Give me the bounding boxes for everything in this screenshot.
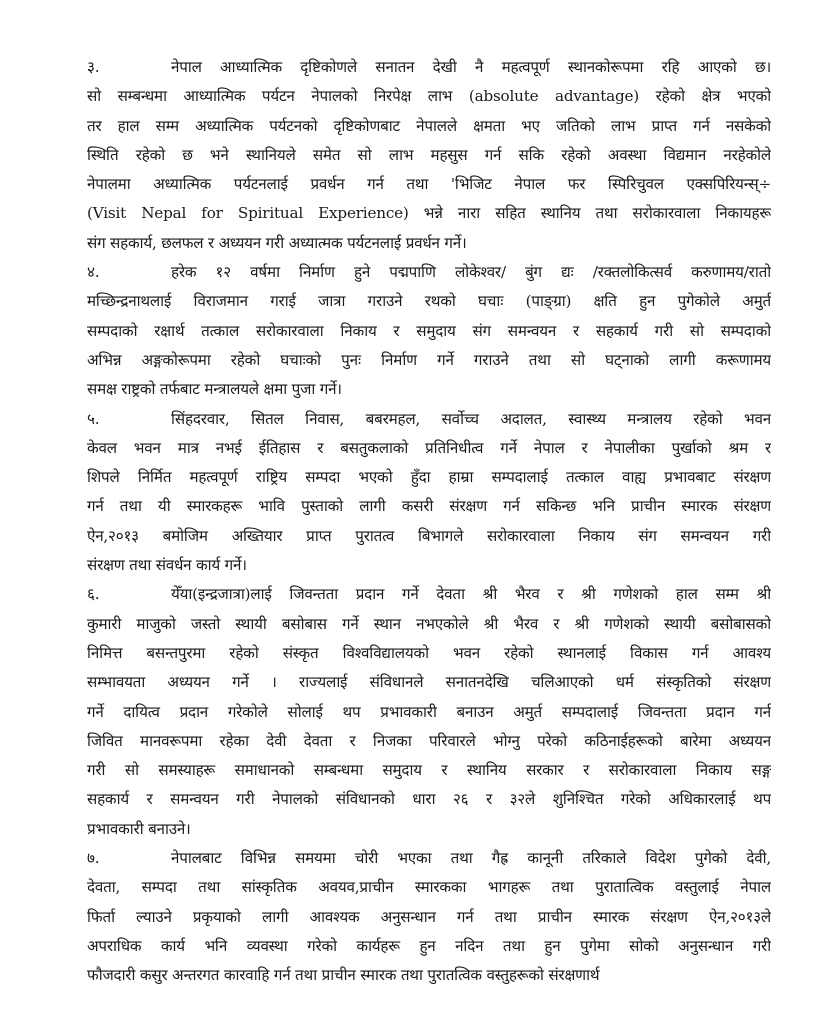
line-text: निमित्त बसन्तपुरमा रहेको संस्कृत विश्वविद्यालयको भवन रहेको स्थानलाई विकास गर्न आवश्य <box>87 643 771 662</box>
line-text: सिंहदरवार, सितल निवास, बबरमहल, सर्वोच्च अदालत, स्वास्थ्य मन्त्रालय रहेको भवन <box>171 409 771 428</box>
line-text: फिर्ता ल्याउने प्रकृयाको लागी आवश्यक अनुसन्धान गर्न तथा प्राचीन स्मारक संरक्षण ऐन,२०१३ले <box>87 907 771 926</box>
text-line <box>87 903 771 932</box>
line-text: संग सहकार्य, छलफल र अध्ययन गरी अध्यात्मक पर्यटनलाई प्रवर्धन गर्ने। <box>87 233 467 252</box>
text-line <box>87 463 771 492</box>
line-text: ऐन,२०१३ बमोजिम अख्तियार प्राप्त पुरातत्व बिभागले सरोकारवाला निकाय संग समन्वयन गरी <box>87 526 771 545</box>
line-text: संरक्षण तथा संवर्धन कार्य गर्ने। <box>87 556 247 575</box>
paragraph <box>87 258 771 404</box>
text-line <box>87 199 771 228</box>
text-line <box>87 434 771 463</box>
line-text: गरी सो समस्याहरू समाधानको सम्बन्धमा समुदाय र स्थानिय सरकार र सरोकारवाला निकाय सङ्ग <box>87 761 771 780</box>
text-line <box>87 346 771 375</box>
text-line <box>87 375 771 404</box>
text-line <box>87 580 771 609</box>
text-line <box>87 170 771 199</box>
paragraph-number: ६. <box>87 585 100 604</box>
line-text: केवल भवन मात्र नभई ईतिहास र बसतुकलाको प्रतिनिधीत्व गर्ने नेपाल र नेपालीका पुर्खाको श्रम र <box>87 438 771 457</box>
paragraph-number: ४. <box>87 263 100 282</box>
line-text: स्थिति रहेको छ भने स्थानियले समेत सो लाभ महसुस गर्न सकि रहेको अवस्था विद्यमान नरहेकोले <box>87 145 771 164</box>
line-text: शिपले निर्मित महत्वपूर्ण राष्ट्रिय सम्पदा भएको हुँदा हाम्रा सम्पदालाई तत्काल वाह्य प्रभावबाट संरक्षण <box>87 468 771 487</box>
paragraph <box>87 53 771 258</box>
text-line <box>87 112 771 141</box>
line-text: समक्ष राष्ट्रको तर्फबाट मन्त्रालयले क्षमा पुजा गर्ने। <box>87 380 342 399</box>
line-text: फौजदारी कसुर अन्तरगत कारवाहि गर्न तथा प्राचीन स्मारक तथा पुरातत्विक वस्तुहरूको संरक्षणार्थ <box>87 966 600 985</box>
line-text: तर हाल सम्म अध्यात्मिक पर्यटनको दृष्टिकोणबाट नेपालले क्षमता भए जतिको लाभ प्राप्त गर्न नसकेको <box>87 116 771 135</box>
line-text: गर्ने दायित्व प्रदान गरेकोले सोलाई थप प्रभावकारी बनाउन अमुर्त सम्पदालाई जिवन्तता प्रदान गर्न <box>87 702 771 721</box>
text-line <box>87 82 771 111</box>
paragraph <box>87 580 771 844</box>
paragraph-number: ३. <box>87 58 100 76</box>
paragraph <box>87 405 771 581</box>
text-line <box>87 873 771 902</box>
text-line <box>87 668 771 697</box>
text-line <box>87 756 771 785</box>
line-text: सम्पदाको रक्षार्थ तत्काल सरोकारवाला निकाय र समुदाय संग समन्वयन र सहकार्य गरी सो सम्पदाको <box>87 321 771 340</box>
line-text: सहकार्य र समन्वयन गरी नेपालको संविधानको धारा २६ र ३२ले शुनिश्चित गरेको अधिकारलाई थप <box>87 790 771 809</box>
document-page <box>87 53 771 991</box>
paragraph <box>87 844 771 990</box>
text-line <box>87 141 771 170</box>
text-line <box>87 551 771 580</box>
text-line <box>87 258 771 287</box>
text-line <box>87 961 771 990</box>
line-text: कुमारी माजुको जस्तो स्थायी बसोबास गर्ने स्थान नभएकोले श्री भैरव र श्री गणेशको स्थायी बसोबासको <box>87 614 771 633</box>
line-text: मच्छिन्द्रनाथलाई विराजमान गराई जात्रा गराउने रथको घचाः (पाङ्ग्रा) क्षति हुन पुगेकोले अमुर्त <box>87 292 771 311</box>
paragraph-number: ७. <box>87 849 100 868</box>
text-line <box>87 698 771 727</box>
text-line <box>87 405 771 434</box>
paragraph-number: ५. <box>87 409 100 428</box>
line-text: गर्न तथा यी स्मारकहरू भावि पुस्ताको लागी कसरी संरक्षण गर्न सकिन्छ भनि प्राचीन स्मारक संरक्षण <box>87 497 771 516</box>
line-text: हरेक १२ वर्षमा निर्माण हुने पद्मपाणि लोकेश्वर/ बुंग द्यः /रक्तलोकित्सर्व करुणामय/रातो <box>171 263 771 282</box>
line-text: प्रभावकारी बनाउने। <box>87 819 191 838</box>
text-line <box>87 522 771 551</box>
line-text: सम्भावयता अध्ययन गर्ने । राज्यलाई संविधानले सनातनदेखि चलिआएको धर्म संस्कृतिको संरक्षण <box>87 673 771 692</box>
line-text: अभिन्न अङ्गकोरूपमा रहेको घचाःको पुनः निर्माण गर्ने गराउने तथा सो घट्नाको लागी करूणामय <box>87 350 771 369</box>
line-text: नेपाल आध्यात्मिक दृष्टिकोणले सनातन देखी नै महत्वपूर्ण स्थानकोरूपमा रहि आएको छ। <box>171 58 771 76</box>
text-line <box>87 287 771 316</box>
line-text: येँया(इन्द्रजात्रा)लाई जिवन्तता प्रदान गर्ने देवता श्री भैरव र श्री गणेशको हाल सम्म श्री <box>171 585 771 604</box>
text-line <box>87 639 771 668</box>
line-text: देवता, सम्पदा तथा सांस्कृतिक अवयव,प्राचीन स्मारकका भागहरू तथा पुरातात्विक वस्तुलाई नेपाल <box>87 878 771 897</box>
line-text: (Visit Nepal for Spiritual Experience) भन्ने नारा सहित स्थानिय तथा सरोकारवाला निकायहरू <box>87 204 771 223</box>
text-line <box>87 229 771 258</box>
line-text: नेपालबाट विभिन्न समयमा चोरी भएका तथा गैह्र कानूनी तरिकाले विदेश पुगेको देवी, <box>171 849 771 868</box>
text-line <box>87 610 771 639</box>
text-line <box>87 932 771 961</box>
text-line <box>87 844 771 873</box>
line-text: नेपालमा अध्यात्मिक पर्यटनलाई प्रवर्धन गर्न तथा 'भिजिट नेपाल फर स्पिरिचुवल एक्सपिरियन्स्÷ <box>87 175 771 194</box>
text-line <box>87 53 771 82</box>
line-text: सो सम्बन्धमा आध्यात्मिक पर्यटन नेपालको निरपेक्ष लाभ (absolute advantage) रहेको क्षेत्र भएको <box>87 87 771 106</box>
line-text: जिवित मानवरूपमा रहेका देवी देवता र निजका परिवारले भोग्नु परेको कठिनाईहरूको बारेमा अध्ययन <box>87 731 771 750</box>
text-line <box>87 815 771 844</box>
text-line <box>87 492 771 521</box>
line-text: अपराधिक कार्य भनि व्यवस्था गरेको कार्यहरू हुन नदिन तथा हुन पुगेमा सोको अनुसन्धान गरी <box>87 936 771 955</box>
text-line <box>87 785 771 814</box>
text-line <box>87 727 771 756</box>
text-line <box>87 317 771 346</box>
